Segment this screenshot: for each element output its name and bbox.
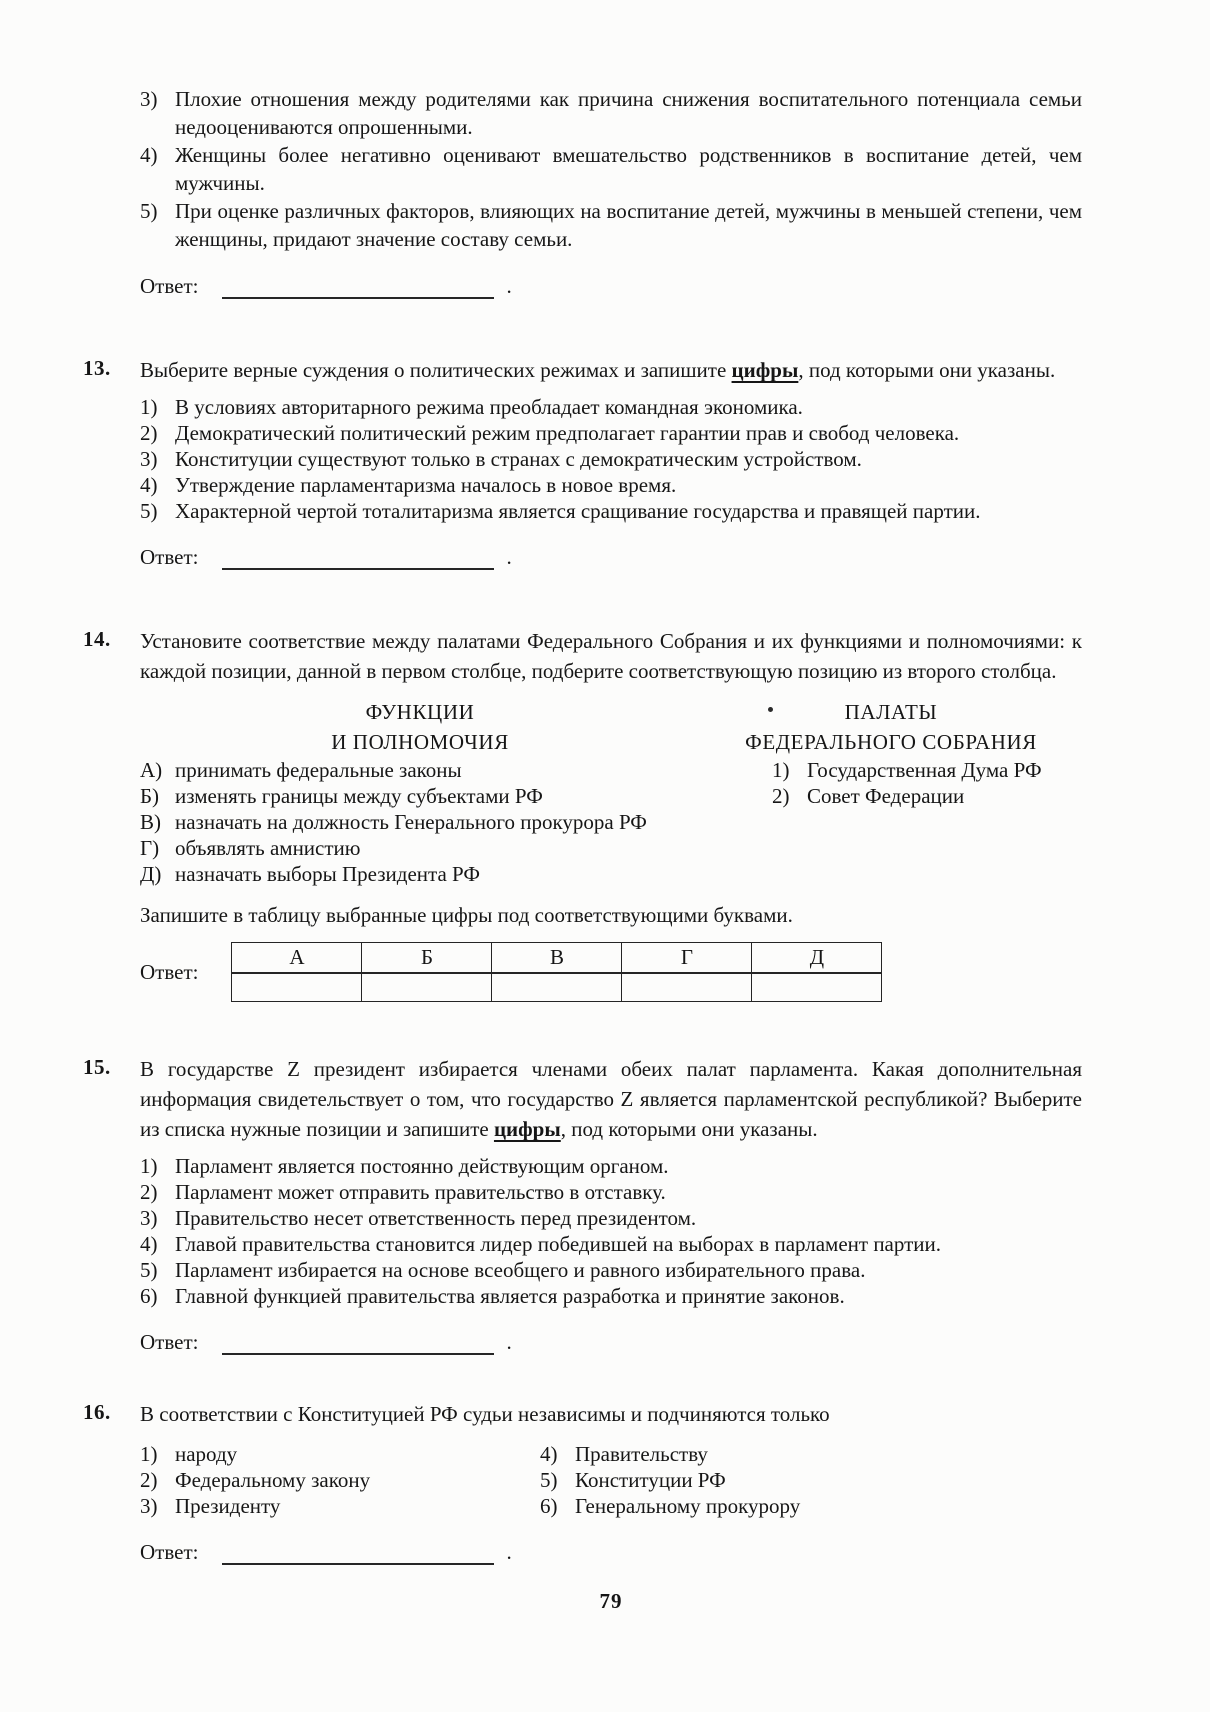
match-item — [772, 783, 1082, 809]
table-header-cell: Б — [362, 943, 492, 973]
question-number: 16. — [83, 1400, 111, 1424]
option-text: Конституции РФ — [575, 1468, 726, 1492]
option-item — [140, 1179, 1082, 1205]
question-13 — [83, 355, 1082, 570]
question-intro: В соответствии с Конституцией РФ судьи независимы и подчиняются только — [140, 1402, 830, 1426]
answer-table-header-row — [232, 943, 882, 973]
options-right-column — [540, 1441, 1082, 1519]
answer-blank[interactable] — [222, 545, 494, 570]
intro-text-before: Выберите верные суждения о политических режимах и запишите — [140, 358, 727, 382]
answer-label: Ответ: — [140, 1330, 199, 1354]
item-letter: А) — [140, 758, 163, 782]
match-item — [140, 757, 700, 783]
option-text: Правительству — [575, 1442, 708, 1466]
item-letter: Б) — [140, 784, 160, 808]
option-number: 5) — [140, 1258, 158, 1282]
option-text: Главной функцией правительства является разработка и принятие законов. — [175, 1284, 845, 1308]
option-item — [140, 1257, 1082, 1283]
answer-period: . — [506, 274, 512, 298]
option-item — [140, 141, 1082, 197]
item-letter: В) — [140, 810, 161, 834]
option-number: 1) — [140, 1154, 158, 1178]
item-text: изменять границы между субъектами РФ — [175, 784, 543, 808]
item-number: 2) — [772, 784, 790, 808]
page-number: 79 — [599, 1589, 623, 1613]
matching-columns — [140, 697, 1082, 887]
intro-text-after: , под которыми они указаны. — [798, 358, 1056, 382]
question-number: 15. — [83, 1055, 111, 1079]
item-text: назначать выборы Президента РФ — [175, 862, 480, 886]
match-item — [140, 783, 700, 809]
question-number: 14. — [83, 627, 111, 651]
right-items-list — [700, 757, 1082, 809]
option-text: Федеральному закону — [175, 1468, 371, 1492]
options-list — [140, 394, 1082, 524]
option-number: 3) — [140, 447, 158, 471]
answer-cell[interactable] — [622, 973, 752, 1002]
question-intro: Установите соответствие между палатами Федерального Собрания и их функциями и полномочиями: к каждой позиции, данной в первом столбце, подберите соответствующую позицию из второго столбца. — [140, 629, 1082, 683]
option-number: 5) — [140, 499, 158, 523]
item-text: принимать федеральные законы — [175, 758, 462, 782]
option-text: Утверждение парламентаризма началось в новое время. — [175, 473, 677, 497]
option-text: Характерной чертой тоталитаризма является сращивание государства и правящей партии. — [175, 499, 981, 523]
question-intro — [140, 1054, 1082, 1144]
underlined-word: цифры — [493, 1117, 561, 1141]
option-text: При оценке различных факторов, влияющих на воспитание детей, мужчины в меньшей степени, чем женщины, придают значение составу семьи. — [175, 199, 1082, 251]
option-number: 3) — [140, 1494, 158, 1518]
answer-period: . — [506, 1330, 512, 1354]
option-item — [140, 394, 1082, 420]
underlined-word: цифры — [731, 358, 799, 382]
options-list — [140, 1153, 1082, 1309]
option-number: 2) — [140, 1180, 158, 1204]
option-number: 4) — [540, 1442, 558, 1466]
left-items-list — [140, 757, 700, 887]
item-text: объявлять амнистию — [175, 836, 361, 860]
option-text: народу — [175, 1442, 238, 1466]
answer-table — [231, 942, 882, 1002]
answer-period: . — [506, 545, 512, 569]
option-text: Демократический политический режим предполагает гарантии прав и свобод человека. — [175, 421, 960, 445]
answer-table-row — [140, 942, 1082, 1002]
option-item — [540, 1467, 1082, 1493]
option-number: 6) — [540, 1494, 558, 1518]
option-number: 3) — [140, 1206, 158, 1230]
answer-line — [140, 1325, 1082, 1355]
answer-cell[interactable] — [232, 973, 362, 1002]
question-15 — [83, 1054, 1082, 1355]
option-number: 1) — [140, 395, 158, 419]
option-text: Правительство несет ответственность перед президентом. — [175, 1206, 697, 1230]
option-text: Генеральному прокурору — [575, 1494, 801, 1518]
options-left-column — [140, 1441, 540, 1519]
table-header-cell: А — [232, 943, 362, 973]
option-text: Парламент может отправить правительство в отставку. — [175, 1180, 666, 1204]
match-item — [140, 809, 700, 835]
matching-left-column — [140, 697, 700, 887]
item-text: Государственная Дума РФ — [807, 758, 1042, 782]
intro-text-before: В государстве Z президент избирается членами обеих палат парламента. Какая дополнительная информация свидетельствует о том, что государство Z является парламентской республикой? Выберите из списка нужные позиции и запишите — [140, 1057, 1082, 1141]
option-text: Главой правительства становится лидер победившей на выборах в парламент партии. — [175, 1232, 942, 1256]
match-item — [140, 835, 700, 861]
answer-label: Ответ: — [140, 1540, 199, 1564]
answer-line — [140, 540, 1082, 570]
match-item — [772, 757, 1082, 783]
item-text: назначать на должность Генерального прокурора РФ — [175, 810, 647, 834]
answer-blank[interactable] — [222, 1330, 494, 1355]
option-item — [140, 498, 1082, 524]
question-intro — [140, 355, 1082, 385]
right-column-title: ПАЛАТЫ — [844, 700, 938, 724]
option-number: 6) — [140, 1284, 158, 1308]
matching-right-column — [700, 697, 1082, 887]
option-number: 1) — [140, 1442, 158, 1466]
answer-period: . — [506, 1540, 512, 1564]
option-text: Конституции существуют только в странах с демократическим устройством. — [175, 447, 862, 471]
question-12-tail — [140, 85, 1082, 299]
option-item — [140, 420, 1082, 446]
option-item — [540, 1441, 1082, 1467]
option-text: Парламент является постоянно действующим органом. — [175, 1154, 669, 1178]
option-text: Парламент избирается на основе всеобщего и равного избирательного права. — [175, 1258, 866, 1282]
match-item — [140, 861, 700, 887]
answer-table-input-row — [232, 973, 882, 1002]
option-number: 4) — [140, 143, 158, 167]
item-letter: Д) — [140, 862, 162, 886]
option-number: 4) — [140, 473, 158, 497]
option-text: Президенту — [175, 1494, 281, 1518]
option-item — [140, 1467, 540, 1493]
answer-blank[interactable] — [222, 1540, 494, 1565]
option-text: Женщины более негативно оценивают вмешательство родственников в воспитание детей, чем мужчины. — [175, 143, 1082, 195]
option-number: 3) — [140, 87, 158, 111]
question-number: 13. — [83, 356, 111, 380]
answer-cell[interactable] — [752, 973, 882, 1002]
table-instruction: Запишите в таблицу выбранные цифры под соответствующими буквами. — [140, 903, 793, 927]
option-item — [140, 1441, 540, 1467]
question-16 — [83, 1399, 1082, 1565]
option-number: 2) — [140, 421, 158, 445]
option-text: В условиях авторитарного режима преобладает командная экономика. — [175, 395, 803, 419]
options-list — [140, 85, 1082, 253]
option-item — [140, 472, 1082, 498]
table-header-cell: Г — [622, 943, 752, 973]
item-number: 1) — [772, 758, 790, 782]
scan-speck — [768, 707, 773, 712]
item-letter: Г) — [140, 836, 160, 860]
answer-label: Ответ: — [140, 545, 199, 569]
option-item — [140, 1205, 1082, 1231]
answer-line — [140, 1535, 1082, 1565]
left-column-title: И ПОЛНОМОЧИЯ — [331, 730, 509, 754]
option-item — [140, 85, 1082, 141]
option-number: 4) — [140, 1232, 158, 1256]
answer-label: Ответ: — [140, 274, 199, 298]
right-column-title: ФЕДЕРАЛЬНОГО СОБРАНИЯ — [745, 730, 1037, 754]
left-column-title: ФУНКЦИИ — [365, 700, 475, 724]
option-number: 5) — [540, 1468, 558, 1492]
answer-line — [140, 269, 1082, 299]
option-item — [140, 1153, 1082, 1179]
options-two-columns — [140, 1441, 1082, 1519]
option-item — [140, 1231, 1082, 1257]
answer-cell[interactable] — [362, 973, 492, 1002]
item-text: Совет Федерации — [807, 784, 965, 808]
option-item — [140, 197, 1082, 253]
answer-label: Ответ: — [140, 959, 199, 984]
option-item — [140, 1283, 1082, 1309]
option-item — [140, 446, 1082, 472]
option-number: 5) — [140, 199, 158, 223]
option-item — [540, 1493, 1082, 1519]
intro-text-after: , под которыми они указаны. — [560, 1117, 818, 1141]
answer-cell[interactable] — [492, 973, 622, 1002]
option-text: Плохие отношения между родителями как причина снижения воспитательного потенциала семьи недооцениваются опрошенными. — [175, 87, 1082, 139]
answer-blank[interactable] — [222, 274, 494, 299]
option-item — [140, 1493, 540, 1519]
option-number: 2) — [140, 1468, 158, 1492]
question-14 — [83, 626, 1082, 1002]
table-header-cell: Д — [752, 943, 882, 973]
table-header-cell: В — [492, 943, 622, 973]
